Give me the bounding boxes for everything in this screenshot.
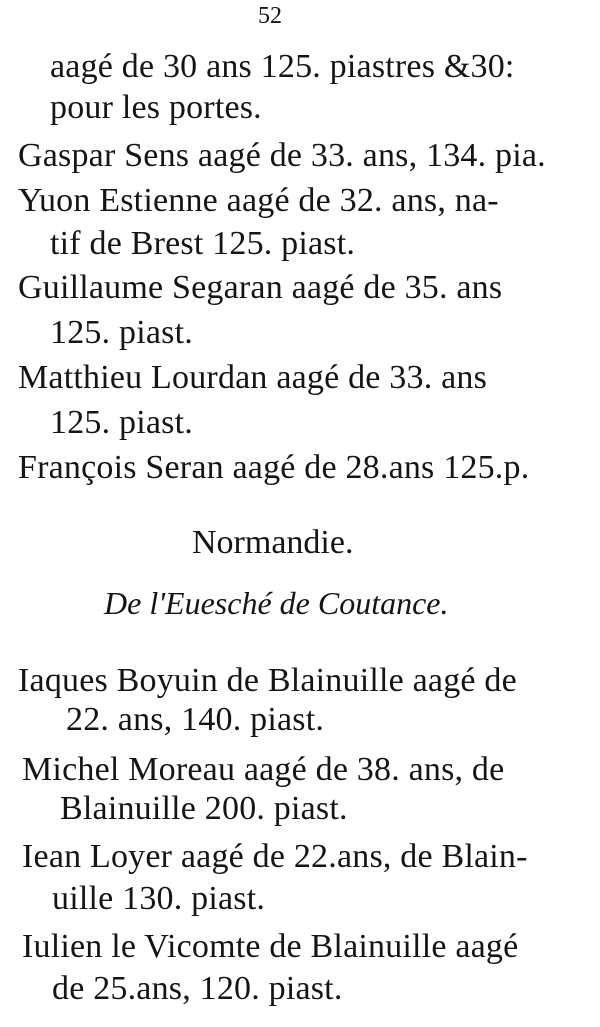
- entry-line-14: Blainuille 200. piast.: [60, 790, 348, 827]
- entry-line-15: Iean Loyer aagé de 22.ans, de Blain-: [22, 838, 528, 875]
- entry-line-1: aagé de 30 ans 125. piastres &30:: [50, 48, 515, 85]
- entry-line-7: 125. piast.: [50, 314, 193, 351]
- entry-line-13: Michel Moreau aagé de 38. ans, de: [22, 751, 505, 788]
- entry-line-8: Matthieu Lourdan aagé de 33. ans: [18, 359, 488, 396]
- entry-line-3: Gaspar Sens aagé de 33. ans, 134. pia.: [18, 137, 546, 174]
- entry-line-2: pour les portes.: [50, 89, 262, 126]
- page-number: 52: [258, 3, 282, 29]
- entry-line-12: 22. ans, 140. piast.: [66, 701, 325, 738]
- entry-line-4: Yuon Estienne aagé de 32. ans, na-: [18, 182, 499, 219]
- entry-line-11: Iaques Boyuin de Blainuille aagé de: [18, 662, 517, 699]
- entry-line-17: Iulien le Vicomte de Blainuille aagé: [22, 928, 519, 965]
- section-subtitle: De l'Euesché de Coutance.: [104, 585, 449, 621]
- entry-line-5: tif de Brest 125. piast.: [50, 225, 356, 262]
- entry-line-10: François Seran aagé de 28.ans 125.p.: [18, 449, 530, 486]
- entry-line-6: Guillaume Segaran aagé de 35. ans: [18, 269, 503, 306]
- entry-line-9: 125. piast.: [50, 404, 193, 441]
- section-title: Normandie.: [192, 524, 354, 561]
- entry-line-16: uille 130. piast.: [52, 880, 266, 917]
- entry-line-18: de 25.ans, 120. piast.: [52, 970, 343, 1007]
